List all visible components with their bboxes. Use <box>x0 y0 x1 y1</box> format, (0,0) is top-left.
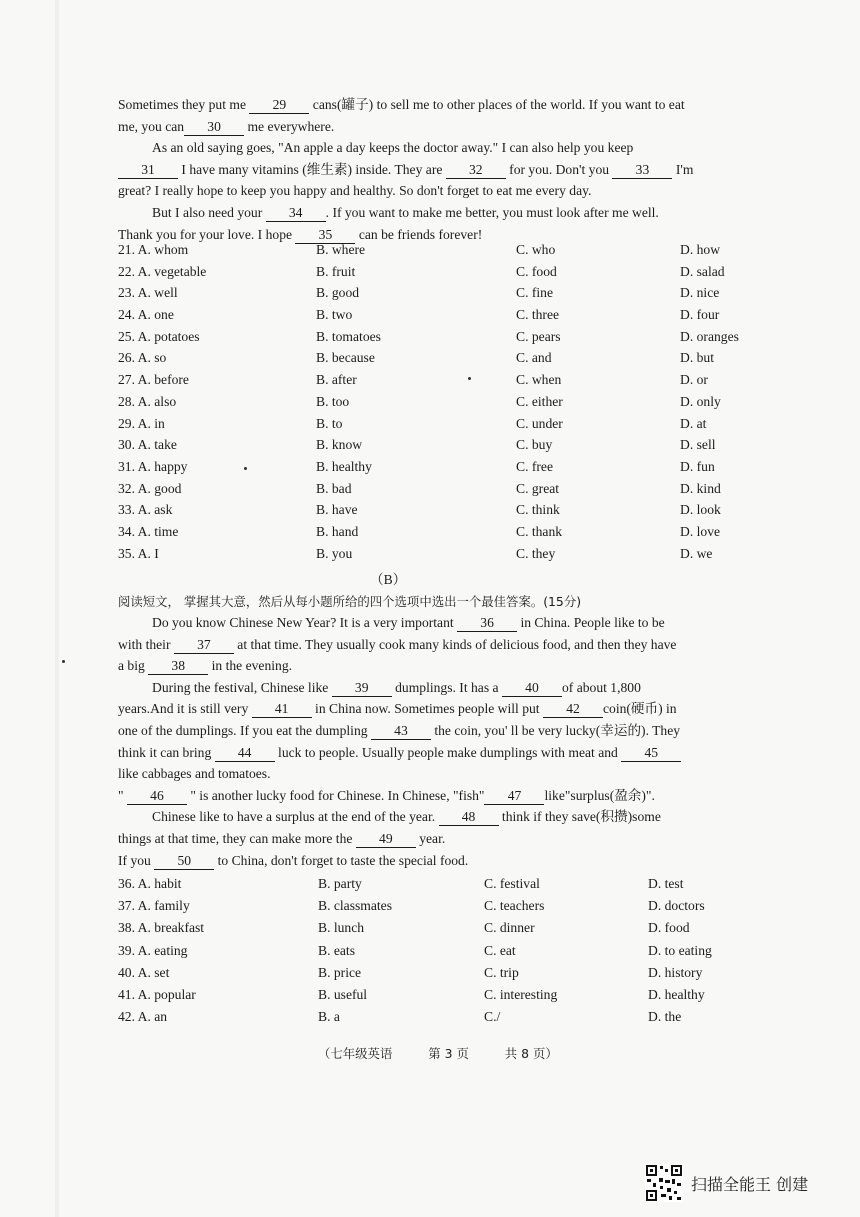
option-b: B. tomatoes <box>316 328 381 344</box>
option-row <box>118 987 818 1009</box>
option-row <box>118 329 818 351</box>
scan-edge-shadow <box>55 0 59 1217</box>
option-row <box>118 876 818 898</box>
footer-page-number: 第 3 页 <box>428 1046 469 1061</box>
option-row <box>118 264 818 286</box>
footer-total-pages: 共 8 页） <box>504 1046 558 1061</box>
option-d: D. food <box>648 920 690 936</box>
passage-b-line-1: Do you know Chinese New Year? It is a very important 36 in China. People like to be <box>152 615 665 630</box>
option-row <box>118 394 818 416</box>
blank-41: 41 <box>252 700 312 718</box>
option-b: B. price <box>318 964 362 980</box>
option-row <box>118 481 818 503</box>
scan-speck <box>62 660 65 663</box>
option-a: 33. A. ask <box>118 502 173 518</box>
option-d: D. or <box>680 372 708 388</box>
option-row <box>118 459 818 481</box>
option-b: B. a <box>318 1009 340 1025</box>
passage-a-line-6: But I also need your 34 . If you want to make me better, you must look after me well. <box>152 204 659 220</box>
option-a: 31. A. happy <box>118 458 188 474</box>
option-d: D. oranges <box>680 328 739 344</box>
option-a: 23. A. well <box>118 285 178 301</box>
option-c: C. under <box>516 415 563 431</box>
blank-34: 34 <box>266 204 326 222</box>
passage-b-line-3: a big 38 in the evening. <box>118 658 293 674</box>
option-b: B. good <box>316 285 360 301</box>
passage-b-line-6: one of the dumplings. If you eat the dumpling 43 the coin, you' ll be very lucky(幸运的). They <box>118 722 681 738</box>
option-b: B. lunch <box>318 920 365 936</box>
option-b: B. healthy <box>316 458 372 474</box>
blank-33: 33 <box>612 161 672 179</box>
passage-a-line-5: great? I really hope to keep you happy and healthy. So don't forget to eat me every day. <box>118 183 592 199</box>
blank-50: 50 <box>154 852 214 870</box>
passage-b-line-2: with their 37 at that time. They usually cook many kinds of delicious food, and then they have <box>118 636 677 652</box>
options-b <box>118 876 818 1031</box>
option-c: C. either <box>516 393 563 409</box>
blank-39: 39 <box>332 679 392 697</box>
passage-a-line-2: me, you can 30 me everywhere. <box>118 118 335 134</box>
option-c: C. festival <box>484 876 540 891</box>
option-a: 38. A. breakfast <box>118 920 205 936</box>
option-a: 29. A. in <box>118 415 165 431</box>
option-a: 21. A. whom <box>118 242 189 257</box>
option-b: B. classmates <box>318 898 392 914</box>
option-b: B. you <box>316 545 353 561</box>
option-d: D. look <box>680 502 721 518</box>
option-c: C. think <box>516 502 560 518</box>
option-d: D. love <box>680 523 721 539</box>
option-row <box>118 242 818 264</box>
blank-30: 30 <box>184 118 244 136</box>
passage-b-line-9: " 46 " is another lucky food for Chinese. In Chinese, "fish" 47 like"surplus(盈余)". <box>118 787 655 803</box>
option-d: D. healthy <box>648 986 705 1002</box>
blank-44: 44 <box>215 744 275 762</box>
option-b: B. know <box>316 437 363 453</box>
scan-speck <box>468 377 471 380</box>
blank-49: 49 <box>356 830 416 848</box>
option-row <box>118 898 818 920</box>
option-b: B. two <box>316 307 353 323</box>
blank-46: 46 <box>127 787 187 805</box>
blank-45: 45 <box>621 744 681 762</box>
option-a: 40. A. set <box>118 964 170 980</box>
passage-b-line-10: Chinese like to have a surplus at the end of the year. 48 think if they save(积攒)some <box>152 809 661 825</box>
option-c: C. they <box>516 545 556 561</box>
blank-32: 32 <box>446 161 506 179</box>
option-d: D. test <box>648 876 684 891</box>
option-c: C. and <box>516 350 552 366</box>
option-a: 35. A. I <box>118 545 159 561</box>
passage-a <box>118 94 808 245</box>
option-row <box>118 1009 818 1031</box>
option-d: D. fun <box>680 458 715 474</box>
option-c: C./ <box>484 1009 501 1025</box>
option-row <box>118 285 818 307</box>
option-a: 32. A. good <box>118 480 182 496</box>
option-b: B. fruit <box>316 263 356 279</box>
option-d: D. at <box>680 415 707 431</box>
passage-b-line-8: like cabbages and tomatoes. <box>118 766 271 782</box>
option-a: 36. A. habit <box>118 876 182 891</box>
option-a: 22. A. vegetable <box>118 263 207 279</box>
instruction-text: 阅读短文， 掌握其大意，然后从每小题所给的四个选项中选出一个最佳答案。(15分) <box>118 594 582 609</box>
option-c: C. teachers <box>484 898 545 914</box>
option-a: 28. A. also <box>118 393 177 409</box>
option-row <box>118 437 818 459</box>
option-d: D. how <box>680 242 721 257</box>
option-row <box>118 524 818 546</box>
option-d: D. kind <box>680 480 721 496</box>
option-c: C. great <box>516 480 560 496</box>
option-d: D. doctors <box>648 898 705 914</box>
option-d: D. four <box>680 307 720 323</box>
option-a: 39. A. eating <box>118 942 188 958</box>
option-a: 34. A. time <box>118 523 179 539</box>
blank-29: 29 <box>249 96 309 114</box>
option-d: D. only <box>680 393 721 409</box>
passage-b-line-4: During the festival, Chinese like 39 dumplings. It has a 40 of about 1,800 <box>152 679 641 695</box>
passage-a-line-4: 31 I have many vitamins (维生素) inside. They are 32 for you. Don't you 33 I'm <box>118 159 808 181</box>
blank-48: 48 <box>439 808 499 826</box>
option-row <box>118 307 818 329</box>
option-c: C. who <box>516 242 556 257</box>
option-a: 41. A. popular <box>118 986 196 1002</box>
option-b: B. to <box>316 415 343 431</box>
option-a: 37. A. family <box>118 898 190 914</box>
scanner-watermark <box>645 1163 808 1203</box>
options-a <box>118 242 818 567</box>
blank-42: 42 <box>543 700 603 718</box>
section-b-heading: （B） <box>370 572 407 587</box>
option-a: 27. A. before <box>118 372 189 388</box>
option-row <box>118 372 818 394</box>
option-d: D. salad <box>680 263 725 279</box>
option-d: D. we <box>680 545 713 561</box>
option-d: D. the <box>648 1009 682 1025</box>
blank-37: 37 <box>174 636 234 654</box>
option-c: C. buy <box>516 437 553 453</box>
option-c: C. thank <box>516 523 563 539</box>
option-b: B. after <box>316 372 357 388</box>
passage-b <box>118 612 808 871</box>
option-b: B. party <box>318 876 362 891</box>
option-d: D. but <box>680 350 714 366</box>
passage-b-line-11: things at that time, they can make more the 49 year. <box>118 830 446 846</box>
footer-subject: （七年级英语 <box>318 1046 393 1061</box>
option-row <box>118 965 818 987</box>
option-d: D. nice <box>680 285 720 301</box>
qr-code-icon <box>645 1164 683 1202</box>
option-b: B. useful <box>318 986 368 1002</box>
option-c: C. fine <box>516 285 553 301</box>
option-c: C. when <box>516 372 562 388</box>
option-row <box>118 943 818 965</box>
option-a: 24. A. one <box>118 307 174 323</box>
option-c: C. three <box>516 307 560 323</box>
option-c: C. interesting <box>484 986 558 1002</box>
option-a: 42. A. an <box>118 1009 168 1025</box>
blank-36: 36 <box>457 614 517 632</box>
option-b: B. eats <box>318 942 355 958</box>
passage-b-line-5: years.And it is still very 41 in China now. Sometimes people will put 42 coin(硬币) in <box>118 701 677 717</box>
option-c: C. eat <box>484 942 516 958</box>
watermark-text: 扫描全能王 创建 <box>691 1174 809 1194</box>
blank-31: 31 <box>118 161 178 179</box>
scan-speck <box>244 467 247 470</box>
option-a: 26. A. so <box>118 350 167 366</box>
option-b: B. have <box>316 502 358 518</box>
blank-38: 38 <box>148 657 208 675</box>
blank-47: 47 <box>484 787 544 805</box>
option-d: D. history <box>648 964 703 980</box>
blank-35: 35 <box>295 226 355 244</box>
option-b: B. because <box>316 350 375 366</box>
passage-b-line-7: think it can bring 44 luck to people. Usually people make dumplings with meat and 45 <box>118 742 808 764</box>
option-row <box>118 416 818 438</box>
passage-a-line-7: Thank you for your love. I hope 35 can be friends forever! <box>118 226 483 242</box>
option-d: D. sell <box>680 437 716 453</box>
option-row <box>118 350 818 372</box>
option-a: 30. A. take <box>118 437 177 453</box>
blank-43: 43 <box>371 722 431 740</box>
option-c: C. dinner <box>484 920 535 936</box>
option-c: C. trip <box>484 964 519 980</box>
option-c: C. pears <box>516 328 561 344</box>
option-row <box>118 546 818 568</box>
option-c: C. free <box>516 458 553 474</box>
option-d: D. to eating <box>648 942 712 958</box>
option-row <box>118 502 818 524</box>
page-footer <box>318 1044 590 1062</box>
blank-40: 40 <box>502 679 562 697</box>
option-c: C. food <box>516 263 557 279</box>
option-row <box>118 920 818 942</box>
option-b: B. too <box>316 393 350 409</box>
passage-a-line-1: Sometimes they put me 29 cans(罐子) to sell me to other places of the world. If you want to eat <box>118 97 685 112</box>
option-b: B. bad <box>316 480 352 496</box>
option-a: 25. A. potatoes <box>118 328 200 344</box>
passage-a-line-3: As an old saying goes, "An apple a day keeps the doctor away." I can also help you keep <box>152 140 634 156</box>
option-b: B. where <box>316 242 366 257</box>
passage-b-line-12: If you 50 to China, don't forget to taste the special food. <box>118 852 469 868</box>
option-b: B. hand <box>316 523 359 539</box>
